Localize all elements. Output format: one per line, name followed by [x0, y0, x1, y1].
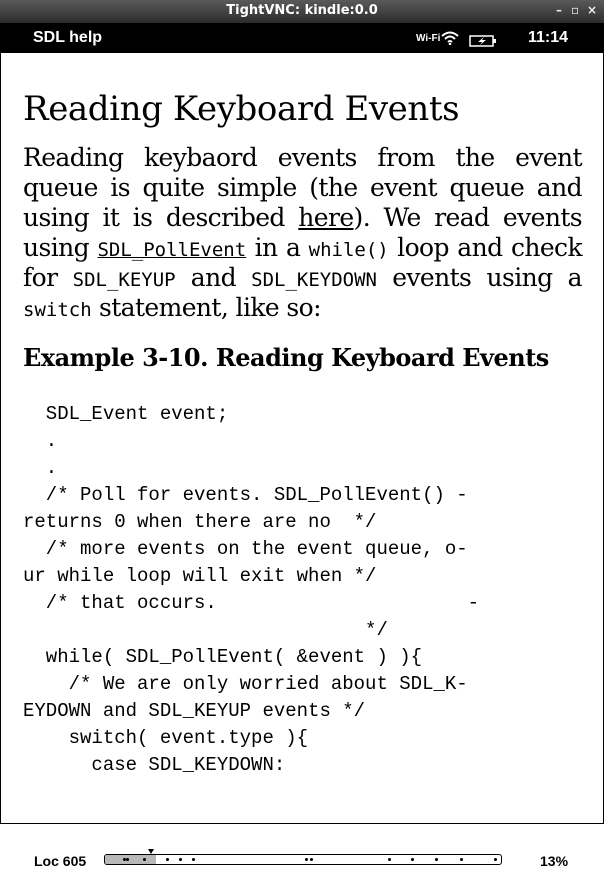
window-title: TightVNC: kindle:0.0 [226, 3, 378, 18]
clock: 11:14 [528, 29, 569, 46]
code-line: ur while loop will exit when */ [23, 565, 377, 587]
paragraph-text: loop and check for [23, 233, 582, 292]
paragraph-text: ). We read events using [23, 203, 582, 262]
inline-code: SDL_KEYDOWN [251, 269, 378, 291]
battery-charging-icon [469, 32, 497, 51]
inline-code: while() [308, 239, 389, 261]
chapter-marker [435, 858, 438, 861]
code-example [23, 401, 583, 779]
code-line: /* that occurs. - [23, 592, 480, 614]
code-line: . [23, 457, 58, 479]
chapter-marker [126, 858, 129, 861]
article-content [23, 89, 582, 373]
wifi-label: Wi-Fi [416, 33, 441, 44]
chapter-marker [166, 858, 169, 861]
progress-bar[interactable] [104, 854, 502, 865]
code-line: returns 0 when there are no */ [23, 511, 377, 533]
code-line: */ [23, 619, 388, 641]
paragraph-text: events using a [377, 263, 582, 292]
window-title-bar [0, 0, 604, 23]
here-link[interactable]: here [298, 203, 354, 232]
chapter-marker [192, 858, 195, 861]
wifi-icon [441, 30, 459, 49]
inline-code: switch [23, 299, 92, 321]
close-button[interactable]: × [587, 3, 598, 17]
chapter-marker [494, 858, 497, 861]
reading-progress-footer [1, 849, 603, 875]
code-line: /* We are only worried about SDL_K- [23, 673, 468, 695]
chapter-marker [460, 858, 463, 861]
intro-paragraph [23, 143, 582, 323]
reader-page [0, 53, 604, 869]
chapter-heading: Reading Keyboard Events [23, 89, 460, 129]
app-title: SDL help [33, 29, 103, 46]
chapter-marker [305, 858, 308, 861]
chapter-marker [411, 858, 414, 861]
code-line: SDL_Event event; [23, 403, 229, 425]
inline-code: SDL_KEYUP [72, 269, 176, 291]
code-line: EYDOWN and SDL_KEYUP events */ [23, 700, 366, 722]
code-line: . [23, 430, 58, 452]
location-label: Loc 605 [34, 853, 87, 869]
code-line: /* Poll for events. SDL_PollEvent() - [23, 484, 468, 506]
paragraph-text: and [175, 263, 252, 292]
code-line: switch( event.type ){ [23, 727, 309, 749]
code-line: while( SDL_PollEvent( &event ) ){ [23, 646, 423, 668]
paragraph-text: in a [246, 233, 309, 262]
chapter-marker [143, 858, 146, 861]
kindle-status-bar [0, 23, 604, 53]
code-line: /* more events on the event queue, o- [23, 538, 468, 560]
sdl-pollevent-link[interactable]: SDL_PollEvent [97, 239, 247, 261]
paragraph-text: statement, like so: [91, 293, 321, 322]
progress-fill [105, 855, 156, 864]
example-title: Example 3-10. Reading Keyboard Events [23, 343, 549, 372]
chapter-marker [310, 858, 313, 861]
paragraph-text: Reading keybaord events from the event queue is quite simple (the event queue and using it is described [23, 143, 582, 232]
code-line: case SDL_KEYDOWN: [23, 754, 286, 776]
maximize-button[interactable]: ▫ [571, 3, 580, 17]
progress-percent: 13% [540, 853, 569, 869]
minimize-button[interactable]: – [556, 3, 562, 17]
chapter-marker [388, 858, 391, 861]
chapter-marker [179, 858, 182, 861]
